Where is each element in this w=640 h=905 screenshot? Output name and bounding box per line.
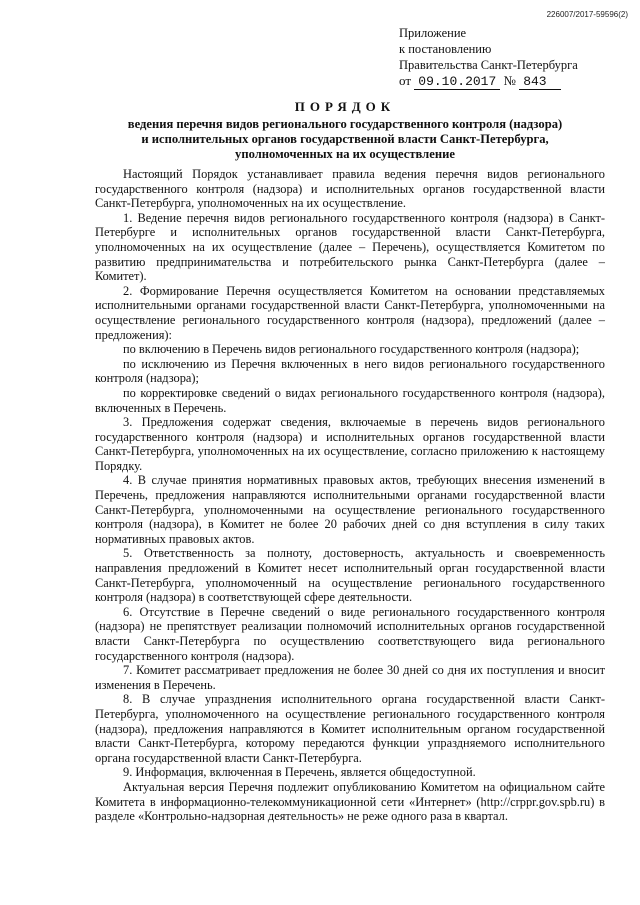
paragraph-2-item-include: по включению в Перечень видов регионального государственного контроля (надзора);: [123, 342, 580, 357]
document-id: 226007/2017-59596(2): [546, 10, 628, 19]
paragraph-2: 2. Формирование Перечня осуществляется Комитетом на основании представляемых исполнительными органами государственной власти Санкт-Петербурга, уполномоченными на осуществление регионального государственного контроля (надзора), предложений (далее – предложения):: [95, 283, 605, 342]
paragraph-5: 5. Ответственность за полноту, достоверность, актуальность и своевременность направления предложений в Комитет несет исполнительный орган государственной власти Санкт-Петербурга, уполномоченный на осуществление регионального государственного контроля (надзора) в соответствующей сфере деятельности.: [95, 546, 605, 605]
title-line-2: и исполнительных органов государственной власти Санкт-Петербурга,: [141, 132, 549, 146]
annex-line-appendix: Приложение: [399, 26, 467, 40]
paragraph-2-item-exclude: по исключению из Перечня включенных в него видов регионального государственного контроля (надзора);: [95, 356, 605, 386]
paragraph-2-item-correct: по корректировке сведений о видах регионального государственного контроля (надзора), включенных в Перечень.: [95, 385, 605, 415]
annex-date-number-line: [399, 73, 599, 90]
paragraph-9: 9. Информация, включенная в Перечень, является общедоступной.: [123, 765, 476, 780]
paragraph-3: 3. Предложения содержат сведения, включаемые в перечень видов регионального государственного контроля (надзора) и исполнительных органов государственной власти Санкт-Петербурга, уполномоченных на их осуществление, согласно приложению к настоящему Порядку.: [95, 415, 605, 473]
paragraph-6: 6. Отсутствие в Перечне сведений о виде регионального государственного контроля (надзора) не препятствует реализации полномочий исполнительных органов государственной власти Санкт-Петербурга по осуществлению соответствующего вида регионального государственного контроля (надзора).: [95, 604, 605, 663]
resolution-date: 09.10.2017: [414, 74, 500, 90]
paragraph-1: 1. Ведение перечня видов регионального государственного контроля (надзора) в Санкт-Петербурге и исполнительных органов государственной власти Санкт-Петербурга, уполномоченных на их осуществление (далее – Перечень), осуществляется Комитетом по развитию предпринимательства и потребительского рынка Санкт-Петербурга (далее – Комитет).: [95, 210, 605, 284]
annex-line-government: Правительства Санкт-Петербурга: [399, 58, 578, 72]
date-prefix: от: [399, 73, 412, 88]
paragraph-7: 7. Комитет рассматривает предложения не более 30 дней со дня их поступления и вносит изменения в Перечень.: [95, 663, 605, 692]
paragraph-8: 8. В случае упразднения исполнительного органа государственной власти Санкт-Петербурга, уполномоченного на осуществление регионального государственного контроля (надзора), предложения направляются в Комитет исполнительным органом государственной власти Санкт-Петербурга, которому передаются функции упраздняемого исполнительного органа государственной власти Санкт-Петербурга.: [95, 692, 605, 765]
document-title: [95, 99, 595, 162]
paragraph-intro: Настоящий Порядок устанавливает правила ведения перечня видов регионального государственного контроля (надзора) и исполнительных органов государственной власти Санкт-Петербурга, уполномоченных на их осуществление.: [95, 167, 605, 211]
title-line-1: ведения перечня видов регионального государственного контроля (надзора): [127, 117, 563, 131]
number-sign: №: [503, 73, 516, 88]
paragraph-publication: Актуальная версия Перечня подлежит опубликованию Комитетом на официальном сайте Комитета в информационно-телекоммуникационной сети «Интернет» (http://crppr.gov.spb.ru) в разделе «Контрольно-надзорная деятельность» не реже одного раза в квартал.: [95, 779, 605, 824]
resolution-number: 843: [519, 74, 560, 90]
title-heading: ПОРЯДОК: [294, 99, 396, 114]
title-line-3: уполномоченных на их осуществление: [235, 147, 455, 161]
paragraph-4: 4. В случае принятия нормативных правовых актов, требующих внесения изменений в Перечень, предложения направляются исполнительными органами государственной власти Санкт-Петербурга, уполномоченными на осуществление регионального государственного контроля (надзора), в Комитет не более 20 рабочих дней со дня вступления в силу таких нормативных правовых актов.: [95, 473, 605, 546]
document-body: [95, 167, 605, 824]
annex-block: [399, 25, 599, 90]
annex-line-resolution: к постановлению: [399, 42, 492, 56]
